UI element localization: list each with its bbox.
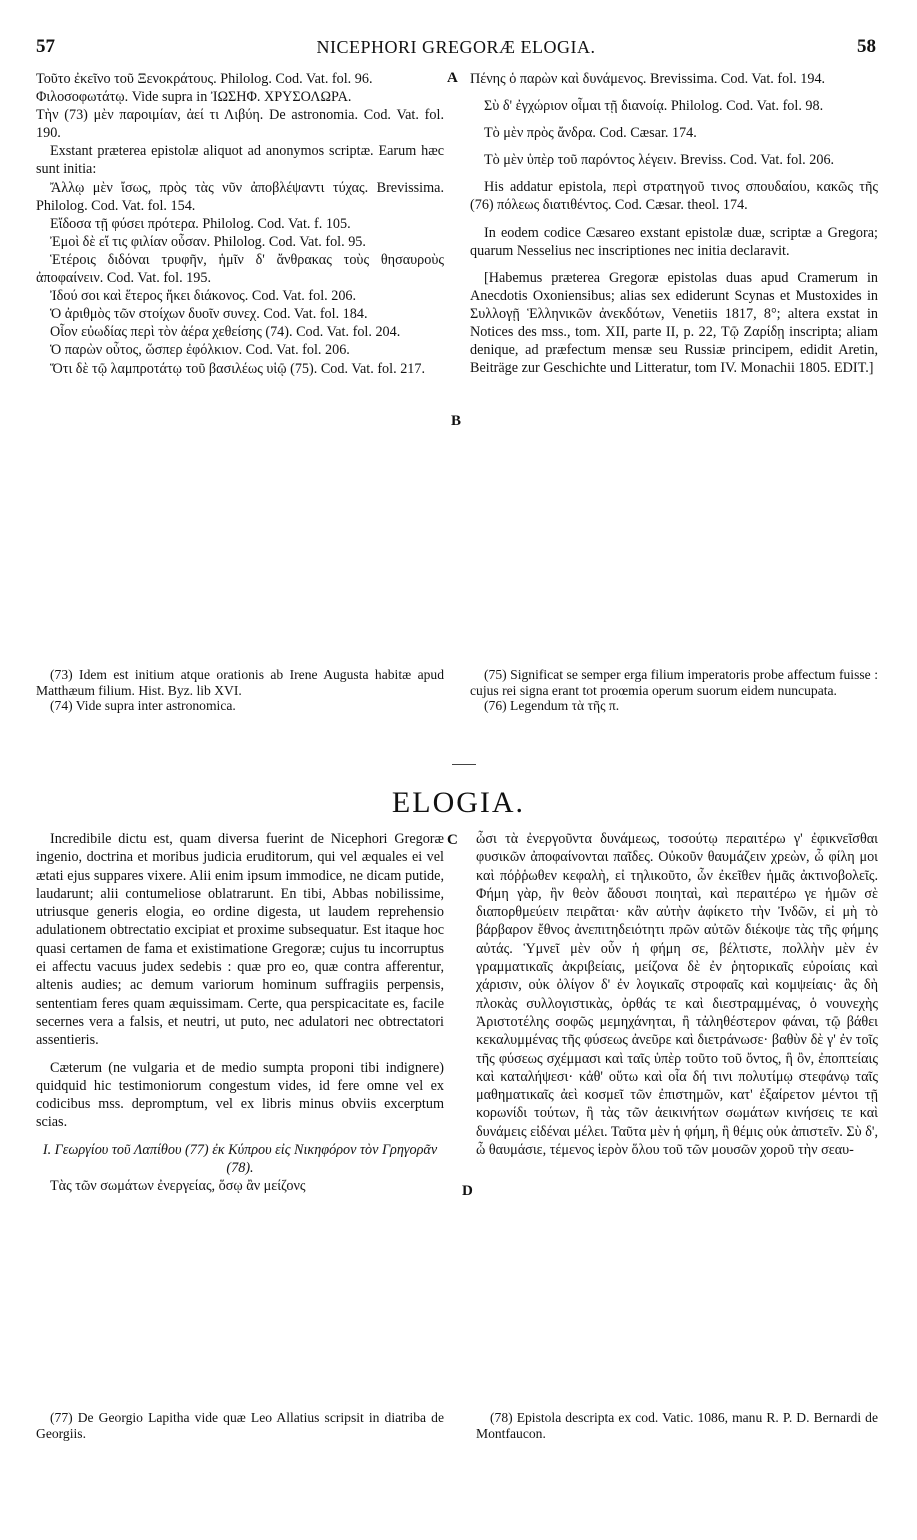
margin-letter-b: B xyxy=(451,413,462,429)
footnote: (74) Vide supra inter astronomica. xyxy=(50,698,236,713)
separator-rule xyxy=(452,764,476,765)
lower-footnote-left xyxy=(36,1410,444,1441)
margin-letter-a: A xyxy=(447,70,458,86)
entry: Πένης ὁ παρὼν καὶ δυνάμενος. Brevissima. Cod. Vat. fol. 194. xyxy=(470,71,826,87)
entry: Ὁ ἀριθμὸς τῶν στοίχων δυοῖν συνεχ. Cod. Vat. fol. 184. xyxy=(50,306,368,323)
page-number-left: 57 xyxy=(36,36,55,57)
page-number-right: 58 xyxy=(857,36,876,57)
lower-left-column xyxy=(36,830,444,1196)
upper-footnotes-right xyxy=(470,667,878,714)
entry: Ἄλλῳ μὲν ἴσως, πρὸς τὰς νῦν ἀποβλέψαντι τύχας. Brevissima. Philolog. Cod. Vat. fol. 154. xyxy=(36,179,444,214)
running-title: NICEPHORI GREGORÆ ELOGIA. xyxy=(316,37,596,57)
letter-heading: I. Γεωργίου τοῦ Λαπίθου (77) ἐκ Κύπρου εἰς Νικηφόρον τὸν Γρηγορᾶν (78). xyxy=(42,1141,438,1177)
entry: Τοῦτο ἐκεῖνο τοῦ Ξενοκράτους. Philolog. Cod. Vat. fol. 96. xyxy=(36,71,373,87)
upper-right-column xyxy=(470,70,878,377)
upper-footnotes-left xyxy=(36,667,444,714)
upper-left-column xyxy=(36,70,444,378)
entry: Φιλοσοφωτάτῳ. Vide supra in ἸΩΣΗΦ. ΧΡΥΣΟΛΩΡΑ. xyxy=(36,89,352,106)
footnote: (78) Epistola descripta ex cod. Vatic. 1086, manu R. P. D. Bernardi de Montfaucon. xyxy=(476,1410,878,1441)
footnote: (73) Idem est initium atque orationis ab Irene Augusta habitæ apud Matthæum filium. Hist. Byz. lib XVI. xyxy=(36,667,444,698)
entry: Σὺ δ' ἐγχώριον οἶμαι τῇ διανοίᾳ. Philolog. Cod. Vat. fol. 98. xyxy=(484,98,824,115)
margin-letter-c: C xyxy=(447,832,458,848)
entry: Οἷον εὐωδίας περὶ τὸν ἀέρα χεθείσης (74). Cod. Vat. fol. 204. xyxy=(50,324,401,341)
entry: His addatur epistola, περὶ στρατηγοῦ τινος σπουδαίου, κακῶς τῆς (76) πόλεως διατιθέντος. Cod. Cæsar. theol. 174. xyxy=(470,179,878,214)
margin-letter-d: D xyxy=(462,1183,473,1199)
footnote: (75) Significat se semper erga filium imperatoris probe affectum fuisse : cujus rei signa erant tot proœmia operum suorum eidem nuncupata. xyxy=(470,667,878,698)
paragraph: Cæterum (ne vulgaria et de medio sumpta proponi tibi indignere) quidquid hic testimoniorum congestum vides, id fere omne vel ex codicibus mss. depromptum, vel ex libris minus obviis excerptum scias. xyxy=(36,1059,444,1131)
footnote: (77) De Georgio Lapitha vide quæ Leo Allatius scripsit in diatriba de Georgiis. xyxy=(36,1410,444,1441)
section-title: ELOGIA. xyxy=(391,786,526,819)
entry: Ἰδού σοι καὶ ἕτερος ἥκει διάκονος. Cod. Vat. fol. 206. xyxy=(50,288,357,305)
entry: Ὁ παρὼν οὗτος, ὥσπερ ἐφόλκιον. Cod. Vat. fol. 206. xyxy=(50,342,350,359)
entry: Exstant præterea epistolæ aliquot ad anonymos scriptæ. Earum hæc sunt initia: xyxy=(36,143,444,178)
entry: Ἐμοὶ δὲ εἴ τις φιλίαν οὖσαν. Philolog. Cod. Vat. fol. 95. xyxy=(50,233,366,250)
entry: Εἴδοσα τῇ φύσει πρότερα. Philolog. Cod. Vat. f. 105. xyxy=(50,215,351,232)
footnote: (76) Legendum τὰ τῆς π. xyxy=(484,698,620,713)
entry: Τὸ μὲν πρὸς ἄνδρα. Cod. Cæsar. 174. xyxy=(484,125,697,142)
entry: Ὅτι δὲ τῷ λαμπροτάτῳ τοῦ βασιλέως υἱῷ (75). Cod. Vat. fol. 217. xyxy=(50,360,426,377)
entry: Ἑτέροις διδόναι τρυφῆν, ἡμῖν δ' ἄνθρακας τοὺς θησαυροὺς ἀποφαίνειν. Cod. Vat. fol. 195. xyxy=(36,251,444,287)
entry: [Habemus præterea Gregoræ epistolas duas apud Cramerum in Anecdotis Oxoniensibus; alias sex ediderunt Scynas et Mustoxides in Συλλογῇ Ἑλληνικῶν ἀνεκδότων, Venetiis 1817, 8°; altera exstat in Notices des mss., tom. XII, parte II, p. 22, Τῷ Ζαρίδῃ inscripta; aliam denique, ad præfectum mensæ seu Russiæ principem, edidit Aretin, Beiträge zur Geschichte und Litteratur, tom IV. Monachii 1805. EDIT.] xyxy=(470,269,878,377)
paragraph: Τὰς τῶν σωμάτων ἐνεργείας, ὅσῳ ἂν μείζονς xyxy=(50,1178,306,1195)
paragraph: Incredibile dictu est, quam diversa fuerint de Nicephori Gregoræ ingenio, doctrina et moribus judicia eruditorum, qui vel æquales ei vel ætati ejus suppares vixere. Alii enim ipsum immodice, ne dicam putide, laudarunt; alii contumeliose oblatrarunt. En tibi, Abbas nobilissime, utriusque generis elogia, eo ordine digesta, ut laudem reprehensio adulationem obtrectatio excipiat et proxime subsequatur. Est itaque hoc quasi certamen de fama et existimatione Gregoræ; cujus tu incorruptus ei affectu vacuus judex sedebis : quæ pro eo, quæ contra afferentur, altenis audies; ac demum variorum hominum suffragiis perpensis, sententiam feres quam æquissimam. Certe, qua perspicacitate es, facile secernes vera a falsis, et neutri, ut puto, nec adulatori nec obtrectatori assentieris. xyxy=(36,831,444,1049)
running-header xyxy=(36,36,876,60)
paragraph: ὦσι τὰ ἐνεργοῦντα δυνάμεως, τοσούτῳ περαιτέρω γ' ἐφικνεῖσθαι φυσικῶν ἀποφαίνονται παῖδες. Οὐκοῦν θαυμάζειν χρεὼν, ὦ φίλη μοι καὶ πόῤῥωθεν κεφαλὴ, εἰ τηλικοῦτο, ὧν ἐκεῖθεν ἡμᾶς ἀκτινοβολεῖς. Φήμη γὰρ, ἣν θεὸν ἄδουσι ποιηταὶ, καὶ περαιτέρω γε ἡμῶν σὲ διαπορθμεύειν πειρᾶται· κἂν αὐτὴν ἀφίκετο τὴν Ἰνδῶν, εἰ μὴ τὸ βάρβαρον ἔθνος ἀνεπιτηδειότητι πρῶν αὐτῶν διέκοψε τὰς τῆς φήμης αὐτάς. Ὑμνεῖ μὲν οὖν ἡ φήμη σε, βέλτιστε, πολλὴν μὲν ἐν γραμματικαῖς ἀκριβείαις, μείζονα δὲ ἐν ῥητορικαῖς εὐροίαις καὶ χάρισιν, οὐκ ὀλίγον δ' ἐν λογικαῖς στροφαῖς καὶ κομψείαις· ἃς δὴ πλοκὰς συλλογιστικὰς, ὀρθάς τε καὶ διεστραμμένας, ὁ νουνεχὴς Ἀριστοτέλης σοφῶς μεμηχάνηται, ἢ τἀληθέστερον φάναι, τῷ βάθει κεκαλυμμένας τῆς φύσεως ἀνεῦρε καὶ διετράνωσε· βαθὺν δὲ γ' ἐν τοῖς τῆς φύσεως σχέμμασι καὶ ταῖς ὑπὲρ τοῦτο τοῦ ὄντος, ἣ ὂν, ἐποπτείαις καὶ καταλήψεσι· κἀθ' οὕτω καὶ οἷα δή τινι πολυτίμῳ στεφάνῳ ταῖς μαθηματικαῖς ἀεὶ κοσμεῖ τῶν ἐπιστημῶν, κατ' ἐξαίρετον μέντοι τῇ κορωνίδι τούτων, ἣ τὰς τῶν ἀεικινήτων σωμάτων κινήσεις τε καὶ δυνάμεις εἰδέναι μέλει. Ταῦτα μὲν ἡ φήμη, ἣ θέμις οὐκ ἀπιστεῖν. Σὺ δ', ὦ θαυμάσιε, τέμενος ἱερὸν ὅλου τοῦ τῶν μουσῶν χοροῦ τὴν σεαυ- xyxy=(476,831,878,1159)
entry: Τὸ μὲν ὑπὲρ τοῦ παρόντος λέγειν. Breviss. Cod. Vat. fol. 206. xyxy=(484,152,835,169)
lower-right-column xyxy=(476,830,878,1159)
entry: Τὴν (73) μὲν παροιμίαν, ἀεί τι Λιβύη. De astronomia. Cod. Vat. fol. 190. xyxy=(36,107,444,142)
entry: In eodem codice Cæsareo exstant epistolæ duæ, scriptæ a Gregora; quarum Nesselius nec inscriptiones nec initia declaravit. xyxy=(470,224,878,259)
lower-footnote-right xyxy=(476,1410,878,1441)
